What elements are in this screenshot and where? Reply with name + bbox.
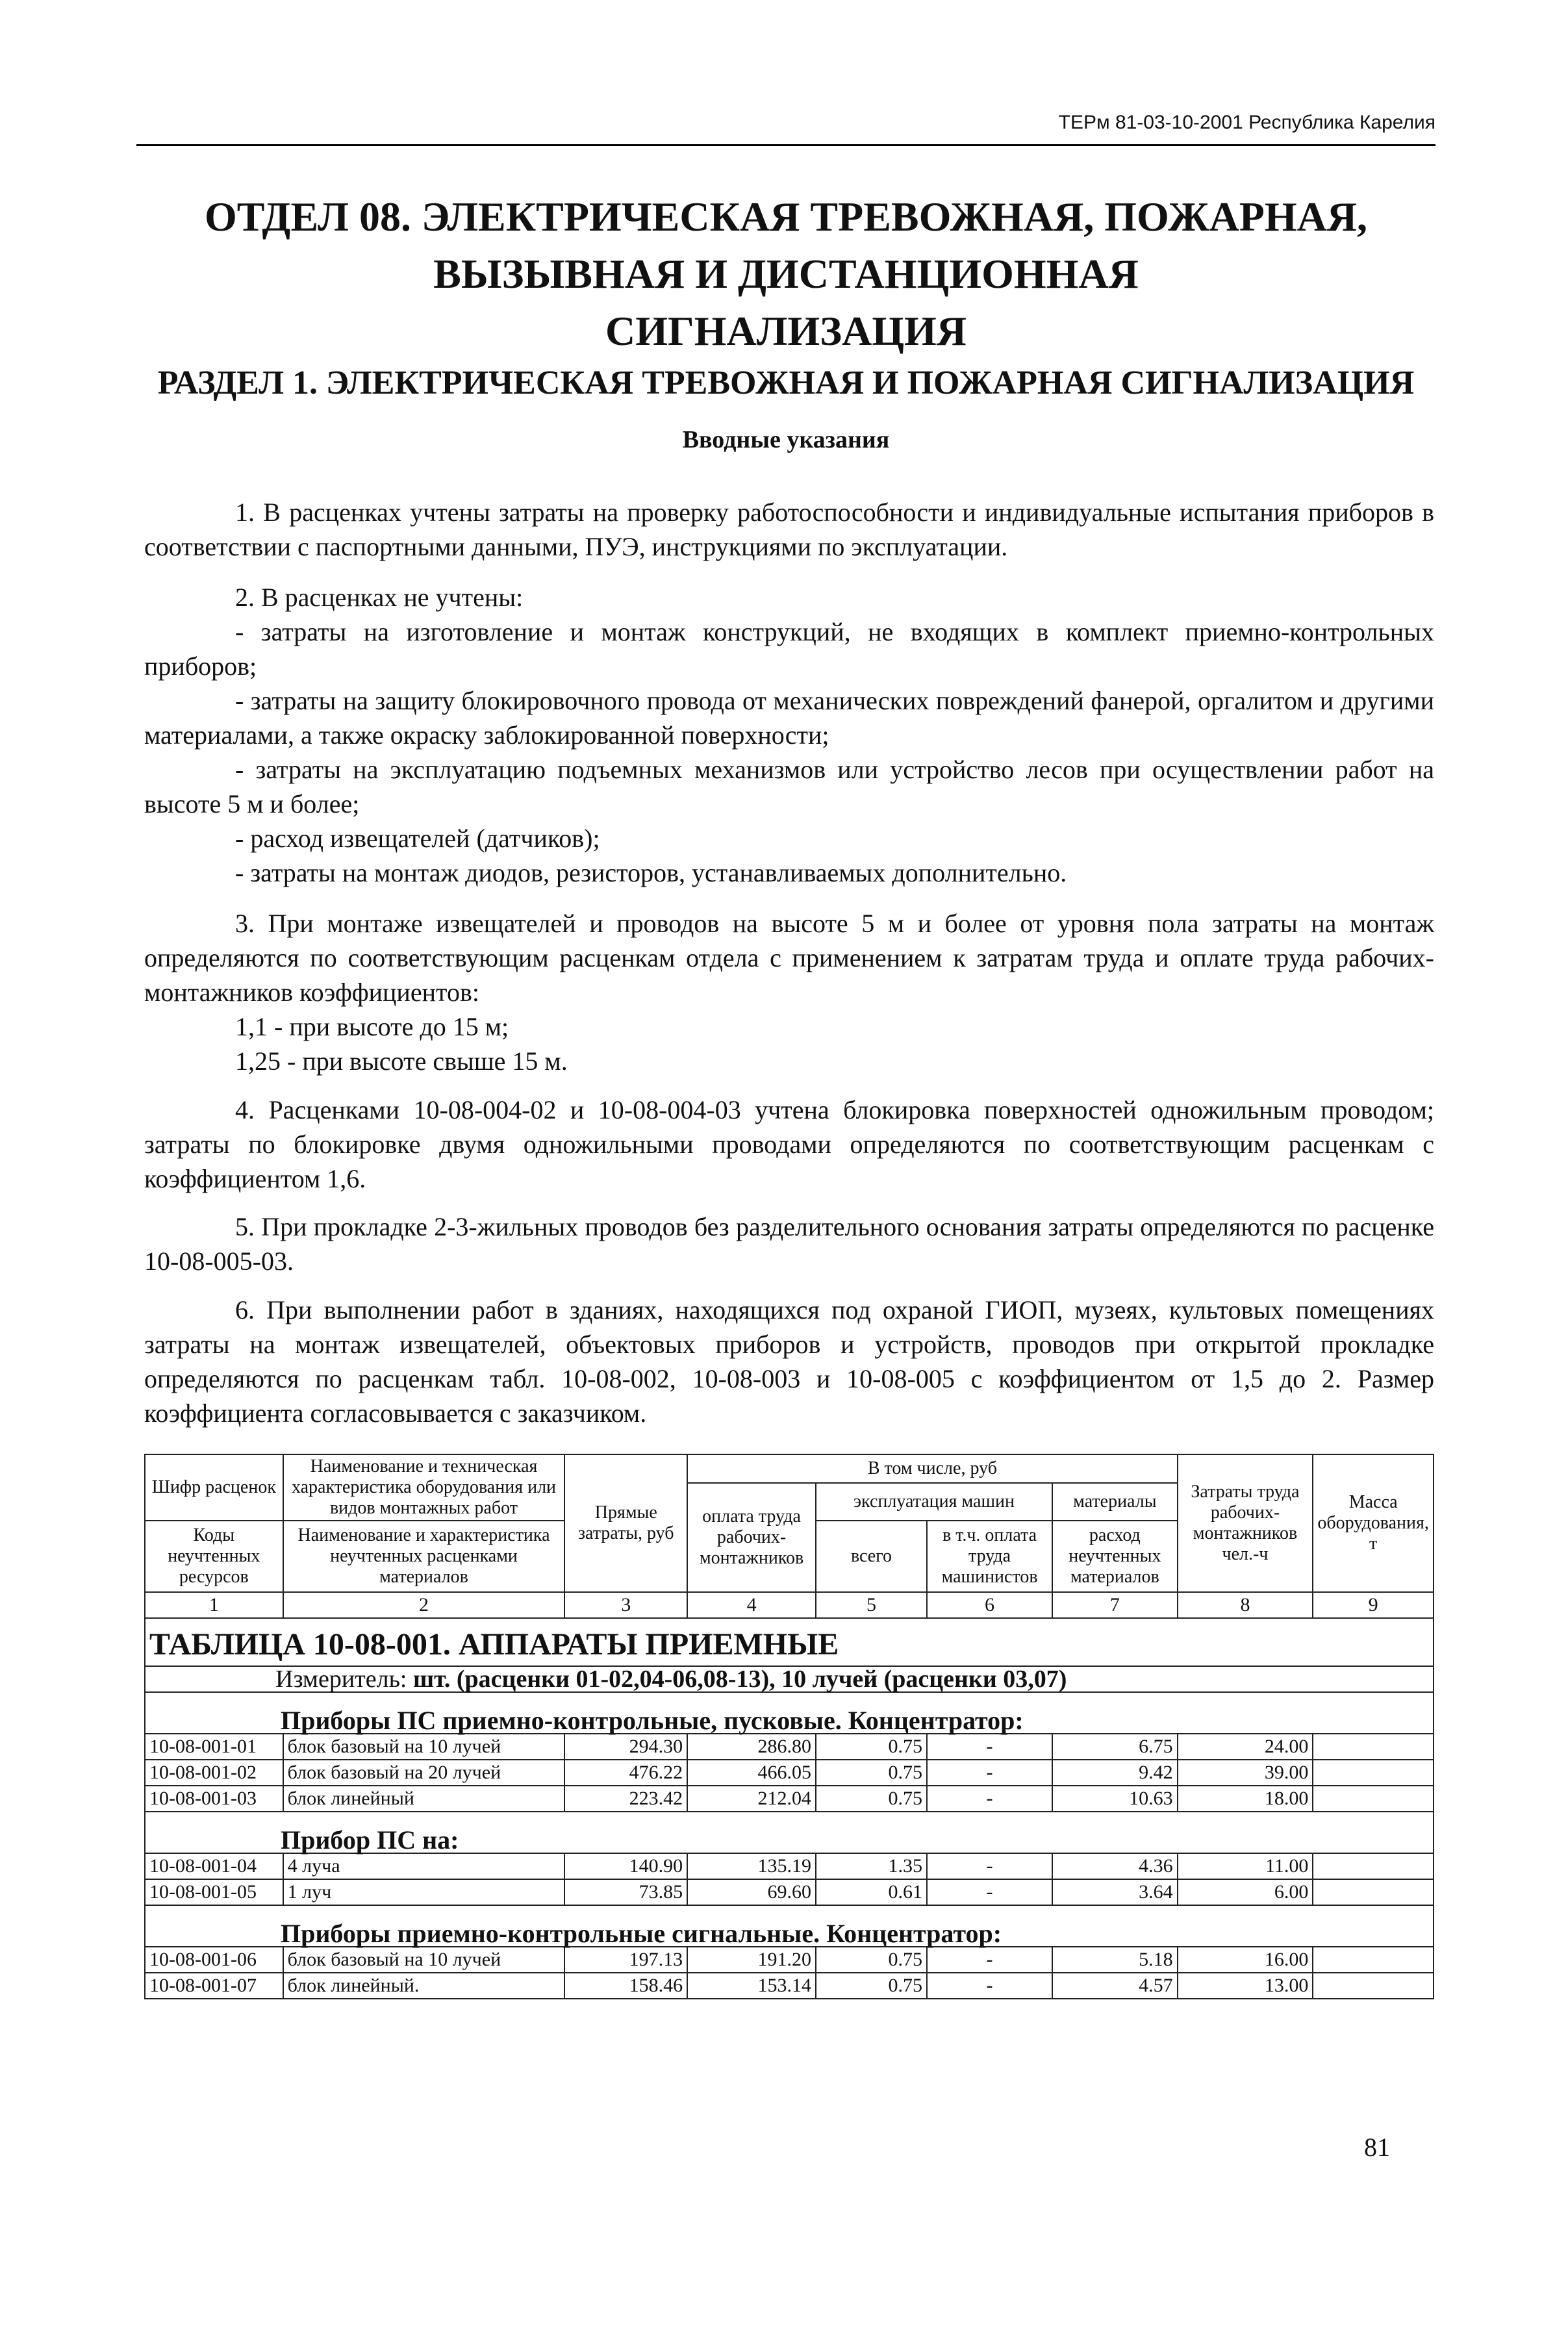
materials-cost: 4.36	[1052, 1853, 1178, 1879]
machine-cost: 0.75	[816, 1947, 927, 1973]
materials-cost: 6.75	[1052, 1734, 1178, 1760]
hdr-zatraty: Затраты труда рабочих-монтажников чел.-ч	[1178, 1454, 1313, 1592]
col-number: 7	[1052, 1592, 1178, 1618]
labor-hours: 6.00	[1178, 1879, 1313, 1905]
paragraph-2	[144, 580, 1434, 890]
page-number: 81	[1364, 2133, 1390, 2162]
equipment-mass	[1313, 1734, 1434, 1760]
measure-label: Измеритель:	[275, 1665, 407, 1693]
hdr-pryamye: Прямые затраты, руб	[564, 1454, 687, 1592]
measure-line	[145, 1666, 1434, 1692]
equipment-mass	[1313, 1973, 1434, 1999]
running-header: ТЕРм 81-03-10-2001 Республика Карелия	[1058, 112, 1435, 133]
labor-cost: 286.80	[687, 1734, 816, 1760]
machinist-labor: -	[927, 1879, 1052, 1905]
hdr-vtch: в т.ч. оплата труда машинистов	[927, 1521, 1052, 1592]
table-row	[145, 1734, 1434, 1760]
rate-name: блок базовый на 20 лучей	[283, 1760, 565, 1786]
col-number: 3	[564, 1592, 687, 1618]
machine-cost: 0.75	[816, 1734, 927, 1760]
rates-table	[144, 1454, 1434, 1999]
hdr-vsego: всего	[816, 1521, 927, 1592]
paragraph-1: 1. В расценках учтены затраты на проверку работоспособности и индивидуальные испытания приборов в соответствии с паспортными данными, ПУЭ, инструкциями по эксплуатации.	[144, 498, 1434, 561]
col-number: 2	[283, 1592, 565, 1618]
hdr-rashod: расход неучтенных материалов	[1052, 1521, 1178, 1592]
table-row	[145, 1879, 1434, 1905]
rate-code: 10-08-001-01	[145, 1734, 283, 1760]
rate-name: блок линейный.	[283, 1973, 565, 1999]
labor-hours: 11.00	[1178, 1853, 1313, 1879]
list-item: - затраты на монтаж диодов, резисторов, устанавливаемых дополнительно.	[235, 858, 1067, 887]
equipment-mass	[1313, 1760, 1434, 1786]
hdr-ekspl: эксплуатация машин	[816, 1483, 1052, 1521]
section-title-line: ВЫЗЫВНАЯ И ДИСТАНЦИОННАЯ	[433, 251, 1139, 297]
section-title-line: ОТДЕЛ 08. ЭЛЕКТРИЧЕСКАЯ ТРЕВОЖНАЯ, ПОЖАРНАЯ,	[204, 194, 1368, 240]
direct-cost: 197.13	[564, 1947, 687, 1973]
labor-cost: 135.19	[687, 1853, 816, 1879]
rate-name: блок базовый на 10 лучей	[283, 1947, 565, 1973]
equipment-mass	[1313, 1853, 1434, 1879]
paragraph-3	[144, 906, 1434, 1078]
rate-code: 10-08-001-02	[145, 1760, 283, 1786]
group-title: Приборы приемно-контрольные сигнальные. Концентратор:	[145, 1905, 1434, 1947]
direct-cost: 73.85	[564, 1879, 687, 1905]
hdr-shifr: Шифр расценок	[145, 1454, 283, 1521]
hdr-name-tech: Наименование и техническая характеристика оборудования или видов монтажных работ	[283, 1454, 565, 1521]
labor-cost: 153.14	[687, 1973, 816, 1999]
subsection-title: РАЗДЕЛ 1. ЭЛЕКТРИЧЕСКАЯ ТРЕВОЖНАЯ И ПОЖАРНАЯ СИГНАЛИЗАЦИЯ	[157, 364, 1415, 401]
materials-cost: 10.63	[1052, 1786, 1178, 1812]
col-number: 5	[816, 1592, 927, 1618]
machine-cost: 0.75	[816, 1786, 927, 1812]
labor-hours: 16.00	[1178, 1947, 1313, 1973]
table-row	[145, 1973, 1434, 1999]
materials-cost: 9.42	[1052, 1760, 1178, 1786]
equipment-mass	[1313, 1879, 1434, 1905]
paragraph-5: 5. При прокладке 2-3-жильных проводов без разделительного основания затраты определяются по расценке 10-08-005-03.	[144, 1212, 1434, 1276]
hdr-massa: Масса оборудования, т	[1313, 1454, 1434, 1592]
machinist-labor: -	[927, 1947, 1052, 1973]
rate-name: 1 луч	[283, 1879, 565, 1905]
machinist-labor: -	[927, 1760, 1052, 1786]
machinist-labor: -	[927, 1786, 1052, 1812]
hdr-oplata: оплата труда рабочих-монтажников	[687, 1483, 816, 1592]
materials-cost: 5.18	[1052, 1947, 1178, 1973]
rate-code: 10-08-001-06	[145, 1947, 283, 1973]
measure-value: шт. (расценки 01-02,04-06,08-13), 10 лучей (расценки 03,07)	[413, 1665, 1067, 1693]
list-item: - затраты на изготовление и монтаж конструкций, не входящих в комплект приемно-контрольных приборов;	[144, 617, 1434, 681]
machinist-labor: -	[927, 1734, 1052, 1760]
rate-code: 10-08-001-04	[145, 1853, 283, 1879]
section-title-line: СИГНАЛИЗАЦИЯ	[605, 308, 967, 354]
paragraph-2-lead: 2. В расценках не учтены:	[235, 583, 524, 612]
labor-cost: 466.05	[687, 1760, 816, 1786]
table-row	[145, 1853, 1434, 1879]
machinist-labor: -	[927, 1853, 1052, 1879]
col-number: 8	[1178, 1592, 1313, 1618]
machine-cost: 0.61	[816, 1879, 927, 1905]
table-row	[145, 1786, 1434, 1812]
rate-code: 10-08-001-07	[145, 1973, 283, 1999]
equipment-mass	[1313, 1786, 1434, 1812]
machinist-labor: -	[927, 1973, 1052, 1999]
rate-name: 4 луча	[283, 1853, 565, 1879]
equipment-mass	[1313, 1947, 1434, 1973]
direct-cost: 294.30	[564, 1734, 687, 1760]
machine-cost: 0.75	[816, 1973, 927, 1999]
section-title	[136, 188, 1435, 360]
rate-name: блок линейный	[283, 1786, 565, 1812]
machine-cost: 1.35	[816, 1853, 927, 1879]
labor-hours: 18.00	[1178, 1786, 1313, 1812]
machine-cost: 0.75	[816, 1760, 927, 1786]
table-row	[145, 1760, 1434, 1786]
direct-cost: 476.22	[564, 1760, 687, 1786]
group-title: Прибор ПС на:	[145, 1812, 1434, 1853]
paragraph-6: 6. При выполнении работ в зданиях, находящихся под охраной ГИОП, музеях, культовых помещениях затраты на монтаж извещателей, объектовых приборов и устройств, проводов при открытой прокладке определяются по расценкам табл. 10-08-002, 10-08-003 и 10-08-005 с коэффициентом от 1,5 до 2. Размер коэффициента согласовывается с заказчиком.	[144, 1295, 1434, 1428]
list-item: - затраты на эксплуатацию подъемных механизмов или устройство лесов при осуществлении работ на высоте 5 м и более;	[144, 755, 1434, 818]
hdr-name-neuch: Наименование и характеристика неучтенных расценками материалов	[283, 1521, 565, 1592]
labor-cost: 191.20	[687, 1947, 816, 1973]
list-item: - затраты на защиту блокировочного провода от механических повреждений фанерой, оргалитом и другими материалами, а также окраску заблокированной поверхности;	[144, 686, 1434, 750]
labor-cost: 69.60	[687, 1879, 816, 1905]
materials-cost: 4.57	[1052, 1973, 1178, 1999]
list-item: 1,25 - при высоте свыше 15 м.	[235, 1046, 568, 1076]
col-number: 4	[687, 1592, 816, 1618]
col-number: 9	[1313, 1592, 1434, 1618]
rate-code: 10-08-001-05	[145, 1879, 283, 1905]
labor-hours: 13.00	[1178, 1973, 1313, 1999]
col-number: 6	[927, 1592, 1052, 1618]
labor-hours: 24.00	[1178, 1734, 1313, 1760]
list-item: - расход извещателей (датчиков);	[235, 824, 600, 853]
table-row	[145, 1947, 1434, 1973]
header-rule	[136, 144, 1435, 146]
rate-name: блок базовый на 10 лучей	[283, 1734, 565, 1760]
paragraph-4: 4. Расценками 10-08-004-02 и 10-08-004-03 учтена блокировка поверхностей одножильным проводом; затраты по блокировке двумя одножильными проводами определяются по соответствующим расценкам с коэффициентом 1,6.	[144, 1095, 1434, 1193]
intro-heading: Вводные указания	[682, 426, 890, 453]
direct-cost: 223.42	[564, 1786, 687, 1812]
hdr-vtom: В том числе, руб	[687, 1454, 1177, 1483]
hdr-materialy: материалы	[1052, 1483, 1178, 1521]
rate-code: 10-08-001-03	[145, 1786, 283, 1812]
table-title: ТАБЛИЦА 10-08-001. АППАРАТЫ ПРИЕМНЫЕ	[145, 1618, 1434, 1666]
col-number: 1	[145, 1592, 283, 1618]
direct-cost: 140.90	[564, 1853, 687, 1879]
group-title: Приборы ПС приемно-контрольные, пусковые. Концентратор:	[145, 1692, 1434, 1734]
hdr-kody: Коды неучтенных ресурсов	[145, 1521, 283, 1592]
list-item: 1,1 - при высоте до 15 м;	[235, 1012, 509, 1041]
labor-hours: 39.00	[1178, 1760, 1313, 1786]
direct-cost: 158.46	[564, 1973, 687, 1999]
paragraph-3-text: 3. При монтаже извещателей и проводов на высоте 5 м и более от уровня пола затраты на монтаж определяются по соответствующим расценкам отдела с применением к затратам труда и оплате труда рабочих-монтажников коэффициентов:	[144, 909, 1434, 1007]
labor-cost: 212.04	[687, 1786, 816, 1812]
materials-cost: 3.64	[1052, 1879, 1178, 1905]
